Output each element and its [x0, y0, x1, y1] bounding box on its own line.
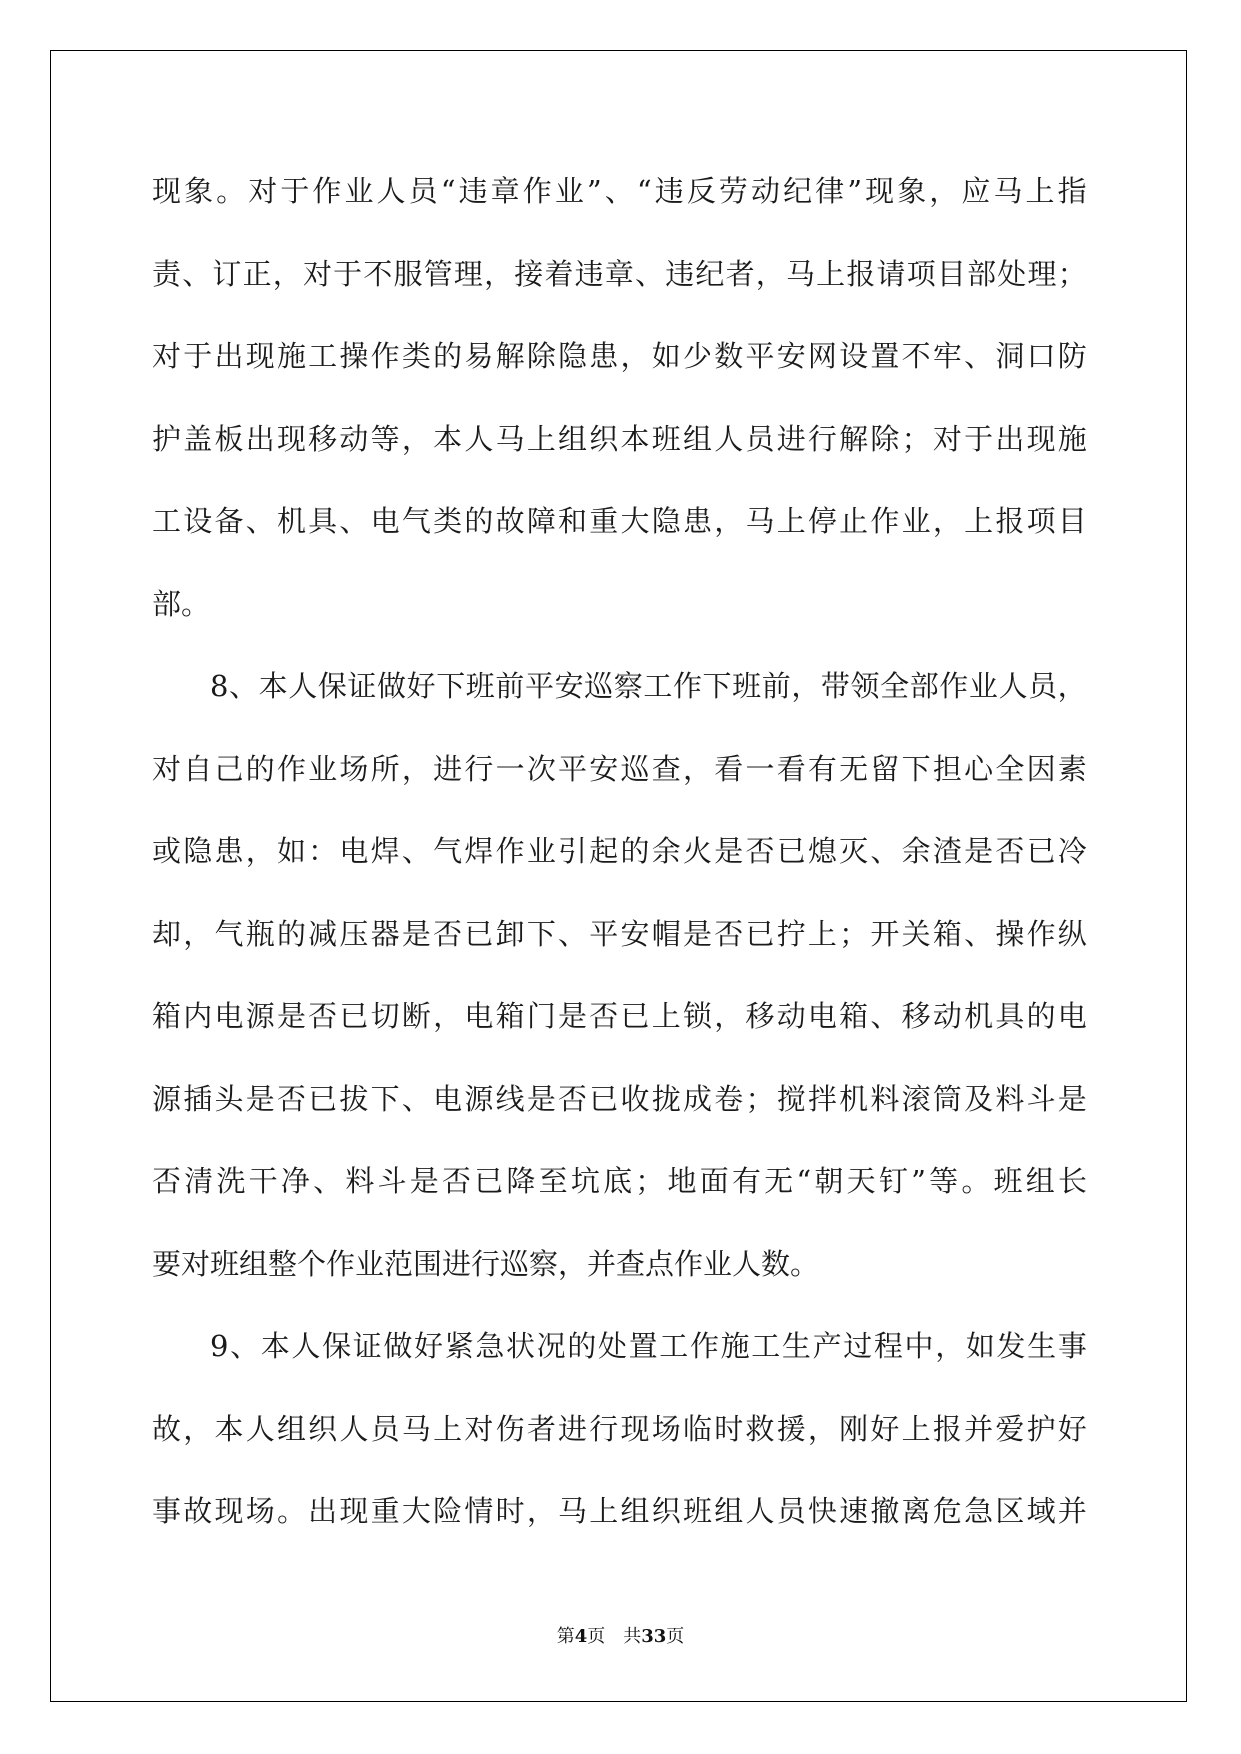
page-footer	[0, 1622, 1241, 1648]
footer-total-suffix: 页	[666, 1626, 685, 1647]
text-line: 工 设 备 、 机 具 、 电 气 类 的 故 障 和 重 大 隐 患 ， 马 上 停 止 作 业 ， 上 报 项 目	[152, 504, 1087, 538]
footer-prefix: 第	[556, 1626, 575, 1647]
text-line: 9 、 本 人 保 证 做 好 紧 急 状 况 的 处 置 工 作 施 工 生 产 过 程 中 ， 如 发 生 事	[210, 1329, 1087, 1363]
footer-page-suffix: 页	[587, 1626, 606, 1647]
text-line: 事 故 现 场 。 出 现 重 大 险 情 时 ， 马 上 组 织 班 组 人 员 快 速 撤 离 危 急 区 域 并	[152, 1494, 1087, 1528]
text-line: 部。	[152, 586, 211, 621]
current-page-number: 4	[574, 1626, 588, 1647]
document-body	[152, 150, 1087, 1553]
text-line: 现 象 。 对 于 作 业 人 员 “ 违 章 作 业 ” 、 “ 违 反 劳 动 纪 律 ” 现 象 ， 应 马 上 指	[152, 174, 1087, 208]
text-line: 8 、 本 人 保 证 做 好 下 班 前 平 安 巡 察 工 作 下 班 前 ， 带 领 全 部 作 业 人 员 ，	[210, 669, 1087, 703]
text-line: 对 于 出 现 施 工 操 作 类 的 易 解 除 隐 患 ， 如 少 数 平 安 网 设 置 不 牢 、 洞 口 防	[152, 339, 1087, 373]
text-line: 源 插 头 是 否 已 拔 下 、 电 源 线 是 否 已 收 拢 成 卷 ； 搅 拌 机 料 滚 筒 及 料 斗 是	[152, 1081, 1087, 1116]
text-line: 对 自 己 的 作 业 场 所 ， 进 行 一 次 平 安 巡 查 ， 看 一 看 有 无 留 下 担 心 全 因 素	[152, 751, 1087, 786]
text-line: 要对班组整个作业范围进行巡察，并查点作业人数。	[152, 1246, 820, 1281]
text-line: 否 清 洗 干 净 、 料 斗 是 否 已 降 至 坑 底 ； 地 面 有 无 “ 朝 天 钉 ” 等 。 班 组 长	[152, 1164, 1087, 1198]
footer-total-prefix: 共	[623, 1626, 642, 1647]
text-line: 却 ， 气 瓶 的 减 压 器 是 否 已 卸 下 、 平 安 帽 是 否 已 拧 上 ； 开 关 箱 、 操 作 纵	[152, 916, 1087, 951]
text-line: 箱 内 电 源 是 否 已 切 断 ， 电 箱 门 是 否 已 上 锁 ， 移 动 电 箱 、 移 动 机 具 的 电	[152, 999, 1087, 1033]
text-line: 护 盖 板 出 现 移 动 等 ， 本 人 马 上 组 织 本 班 组 人 员 进 行 解 除 ； 对 于 出 现 施	[152, 421, 1087, 456]
text-line: 责 、 订 正 ， 对 于 不 服 管 理 ， 接 着 违 章 、 违 纪 者 ， 马 上 报 请 项 目 部 处 理 ；	[152, 256, 1087, 291]
text-line: 或 隐 患 ， 如 ： 电 焊 、 气 焊 作 业 引 起 的 余 火 是 否 已 熄 灭 、 余 渣 是 否 已 冷	[152, 834, 1087, 868]
text-line: 故 ， 本 人 组 织 人 员 马 上 对 伤 者 进 行 现 场 临 时 救 援 ， 刚 好 上 报 并 爱 护 好	[152, 1411, 1087, 1446]
total-pages-number: 33	[641, 1626, 667, 1647]
